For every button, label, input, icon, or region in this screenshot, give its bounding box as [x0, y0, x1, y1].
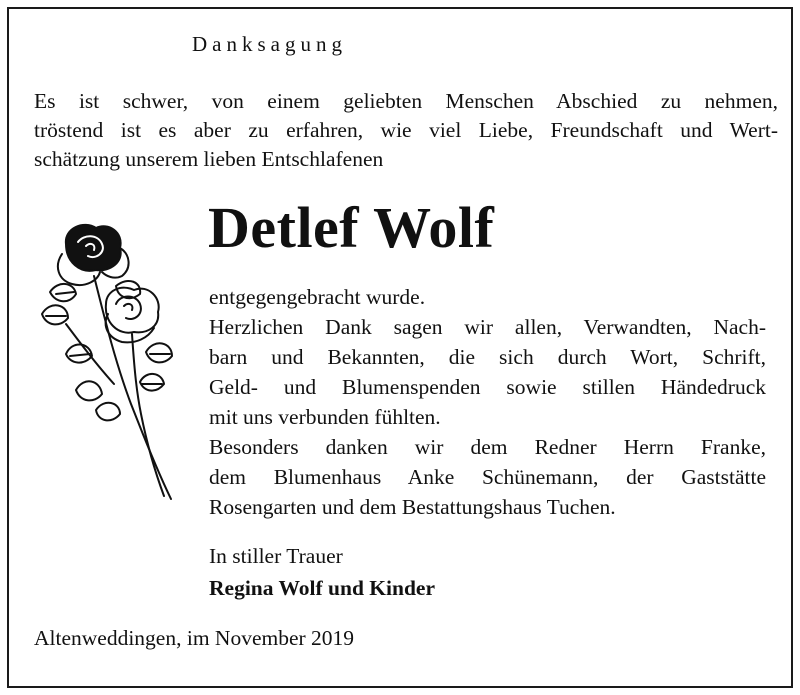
intro-line: schätzung unserem lieben Entschlafenen [34, 147, 384, 171]
intro-line: tröstend ist es aber zu erfahren, wie viel Liebe, Freundschaft und Wert- [34, 118, 778, 142]
intro-paragraph [34, 87, 778, 174]
thanks-line: Besonders danken wir dem Redner Herrn Franke, [209, 435, 766, 459]
signature-block [209, 540, 435, 604]
thanks-line: Rosengarten und dem Bestattungshaus Tuchen. [209, 495, 616, 519]
deceased-name: Detlef Wolf [208, 195, 495, 260]
thanks-line: barn und Bekannten, die sich durch Wort, Schrift, [209, 345, 766, 369]
thanks-paragraph [209, 282, 766, 522]
place-date: Altenweddingen, im November 2019 [34, 626, 355, 650]
thanks-line: mit uns verbunden fühlten. [209, 405, 441, 429]
thanks-line: entgegengebracht wurde. [209, 285, 426, 309]
intro-line: Es ist schwer, von einem geliebten Menschen Abschied zu nehmen, [34, 89, 778, 113]
thanks-line: Geld- und Blumenspenden sowie stillen Händedruck [209, 375, 766, 399]
roses-illustration [36, 214, 186, 514]
family-name: Regina Wolf und Kinder [209, 576, 436, 600]
notice-title: Danksagung [192, 32, 347, 56]
mourning-text: In stiller Trauer [209, 544, 343, 568]
thanks-line: Herzlichen Dank sagen wir allen, Verwandten, Nach- [209, 315, 766, 339]
thanks-line: dem Blumenhaus Anke Schünemann, der Gaststätte [209, 465, 766, 489]
